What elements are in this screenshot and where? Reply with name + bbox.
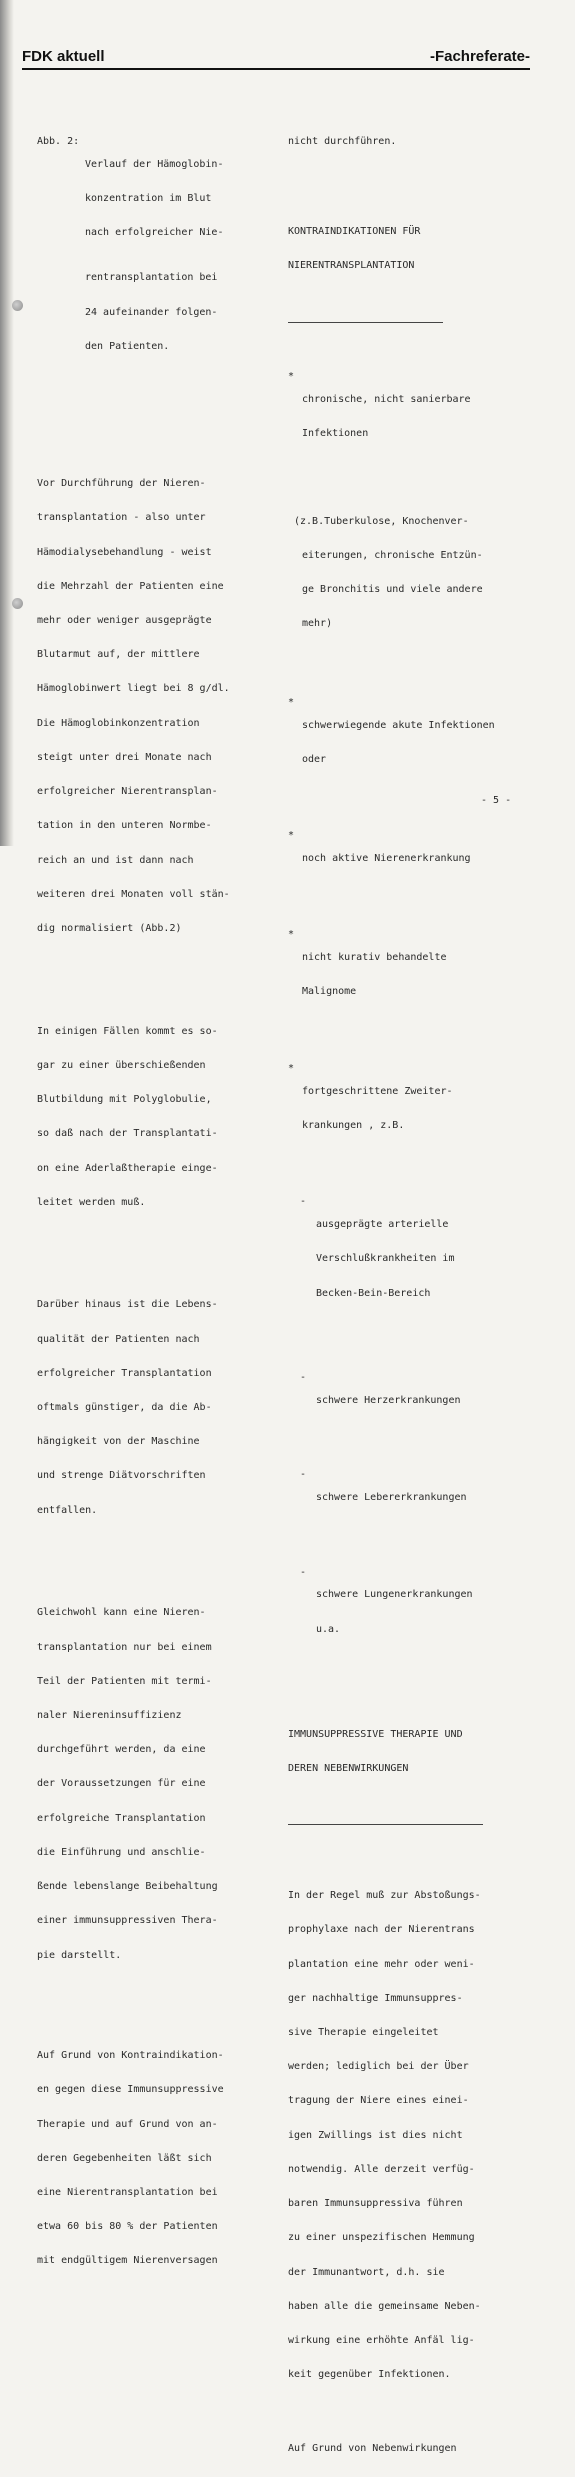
bullet-marker: * xyxy=(288,1062,295,1074)
text-line: tation in den unteren Normbe- xyxy=(37,820,212,832)
text-line: Infektionen xyxy=(302,427,369,439)
text-line: schwere Lebererkrankungen xyxy=(316,1492,467,1504)
text-line: reich an und ist dann nach xyxy=(37,854,194,866)
paragraph xyxy=(288,1867,533,2403)
sub-list-item xyxy=(300,1196,533,1321)
text-line: etwa 60 bis 80 % der Patienten xyxy=(37,2221,218,2233)
text-line: Therapie und auf Grund von an- xyxy=(37,2118,218,2130)
text-line: nicht kurativ behandelte xyxy=(302,952,447,964)
caption-line: nach erfolgreicher Nie- xyxy=(85,227,224,239)
caption-line: Verlauf der Hämoglobin- xyxy=(85,158,224,170)
list-item-text xyxy=(302,697,495,788)
text-line: transplantation - also unter xyxy=(37,512,206,524)
text-line: Teil der Patienten mit termi- xyxy=(37,1675,212,1687)
text-line: fortgeschrittene Zweiter- xyxy=(302,1085,453,1097)
paragraph xyxy=(37,1585,269,1984)
text-line: Vor Durchführung der Nieren- xyxy=(37,478,206,490)
text-line: plantation eine mehr oder weni- xyxy=(288,1958,475,1970)
paragraph xyxy=(37,1003,269,1231)
text-line: ger nachhaltige Immunsuppres- xyxy=(288,1992,463,2004)
text-line: qualität der Patienten nach xyxy=(37,1333,200,1345)
heading-line: IMMUNSUPPRESSIVE THERAPIE UND xyxy=(288,1728,463,1740)
text-line: sive Therapie eingeleitet xyxy=(288,2026,439,2038)
heading-line: KONTRAINDIKATIONEN FÜR xyxy=(288,226,421,238)
text-line: notwendig. Alle derzeit verfüg- xyxy=(288,2163,475,2175)
list-item-text xyxy=(302,1063,453,1154)
header-rule xyxy=(22,68,530,70)
list-item xyxy=(288,830,533,887)
text-line: Gleichwohl kann eine Nieren- xyxy=(37,1607,206,1619)
text-line: durchgeführt werden, da eine xyxy=(37,1744,206,1756)
section-heading xyxy=(288,203,533,294)
text-line: krankungen , z.B. xyxy=(302,1119,405,1131)
scan-edge-shadow xyxy=(0,0,14,846)
paragraph xyxy=(37,2027,269,2289)
text-line: Auf Grund von Nebenwirkungen xyxy=(288,2442,457,2454)
text-line: schwere Lungenerkrankungen xyxy=(316,1589,473,1601)
text-line: erfolgreicher Transplantation xyxy=(37,1367,212,1379)
sub-list-item-text xyxy=(316,1567,473,1658)
text-line: Die Hämoglobinkonzentration xyxy=(37,717,200,729)
text-line: on eine Aderlaßtherapie einge- xyxy=(37,1162,218,1174)
page-number: - 5 - xyxy=(481,795,512,806)
text-line: leitet werden muß. xyxy=(37,1196,146,1208)
text-line: haben alle die gemeinsame Neben- xyxy=(288,2300,481,2312)
binder-hole-icon xyxy=(12,300,23,311)
text-line: Hämodialysebehandlung - weist xyxy=(37,546,212,558)
caption-label: Abb. 2: xyxy=(37,135,80,147)
binder-hole-icon xyxy=(12,598,23,609)
text-line: wirkung eine erhöhte Anfäl lig- xyxy=(288,2334,475,2346)
text-line: baren Immunsuppressiva führen xyxy=(288,2198,463,2210)
heading-rule xyxy=(288,322,443,323)
header-title: FDK aktuell xyxy=(22,48,105,65)
text-line: Becken-Bein-Bereich xyxy=(316,1287,431,1299)
list-item xyxy=(288,1063,533,1154)
text-line: transplantation nur bei einem xyxy=(37,1641,212,1653)
text-line: und strenge Diätvorschriften xyxy=(37,1470,206,1482)
bullet-marker: * xyxy=(288,370,295,382)
left-column xyxy=(37,113,269,2313)
list-item-text xyxy=(302,371,471,462)
list-item-note xyxy=(294,493,533,653)
text-line: In einigen Fällen kommt es so- xyxy=(37,1025,218,1037)
list-item-text xyxy=(302,929,447,1020)
text-line: noch aktive Nierenerkrankung xyxy=(302,852,471,864)
section-heading xyxy=(288,1706,533,1797)
dash-marker: - xyxy=(300,1372,307,1384)
text-line: der Immunantwort, d.h. sie xyxy=(288,2266,445,2278)
heading-line: NIERENTRANSPLANTATION xyxy=(288,260,415,272)
text-line: erfolgreiche Transplantation xyxy=(37,1812,206,1824)
text-line: ausgeprägte arterielle xyxy=(316,1219,449,1231)
text-line: chronische, nicht sanierbare xyxy=(302,393,471,405)
sub-list-item-text xyxy=(316,1372,461,1429)
list-item xyxy=(288,697,533,788)
text-line: zu einer unspezifischen Hemmung xyxy=(288,2232,475,2244)
text-line: eiterungen, chronische Entzün- xyxy=(302,549,483,561)
sub-list-item-text xyxy=(316,1196,454,1321)
figure-caption xyxy=(37,136,269,375)
text-line: In der Regel muß zur Abstoßungs- xyxy=(288,1890,481,1902)
text-line: Auf Grund von Kontraindikation- xyxy=(37,2050,224,2062)
text-line: prophylaxe nach der Nierentrans xyxy=(288,1924,475,1936)
text-line: mehr) xyxy=(302,618,333,630)
sub-list-item xyxy=(300,1469,533,1526)
caption-line: konzentration im Blut xyxy=(85,192,212,204)
list-item-text xyxy=(302,830,471,887)
text-line: en gegen diese Immunsuppressive xyxy=(37,2084,224,2096)
text-line: Blutarmut auf, der mittlere xyxy=(37,649,200,661)
text-line: schwere Herzerkrankungen xyxy=(316,1394,461,1406)
heading-line: DEREN NEBENWIRKUNGEN xyxy=(288,1763,409,1775)
header-section: -Fachreferate- xyxy=(429,48,530,65)
text-line: igen Zwillings ist dies nicht xyxy=(288,2129,463,2141)
text-line: ge Bronchitis und viele andere xyxy=(302,584,483,596)
text-line: keit gegenüber Infektionen. xyxy=(288,2369,451,2381)
bullet-marker: * xyxy=(288,929,295,941)
text-line: werden; lediglich bei der Über xyxy=(288,2061,469,2073)
page-header xyxy=(22,48,530,66)
sub-list-item-text xyxy=(316,1469,467,1526)
text-line: (z.B.Tuberkulose, Knochenver- xyxy=(294,515,469,527)
text-line: so daß nach der Transplantati- xyxy=(37,1128,218,1140)
text-line: Blutbildung mit Polyglobulie, xyxy=(37,1094,212,1106)
caption-text xyxy=(85,136,223,375)
text-line: einer immunsuppressiven Thera- xyxy=(37,1915,218,1927)
text-line: weiteren drei Monaten voll stän- xyxy=(37,888,230,900)
text-line: dig normalisiert (Abb.2) xyxy=(37,923,182,935)
dash-marker: - xyxy=(300,1196,307,1208)
text-line: entfallen. xyxy=(37,1504,98,1516)
caption-line: 24 aufeinander folgen- xyxy=(85,306,218,318)
text-line: erfolgreicher Nierentransplan- xyxy=(37,786,218,798)
dash-marker: - xyxy=(300,1469,307,1481)
right-column xyxy=(288,113,533,2477)
text-line: eine Nierentransplantation bei xyxy=(37,2187,218,2199)
sub-list-item xyxy=(300,1567,533,1658)
paragraph xyxy=(37,1277,269,1539)
text-line: mehr oder weniger ausgeprägte xyxy=(37,615,212,627)
bullet-marker: * xyxy=(288,696,295,708)
text-line: Verschlußkrankheiten im xyxy=(316,1253,455,1265)
list-item xyxy=(288,371,533,462)
text-line: u.a. xyxy=(316,1623,341,1635)
text-line: mit endgültigem Nierenversagen xyxy=(37,2255,218,2267)
continuation-text: nicht durchführen. xyxy=(288,135,397,147)
caption-line: rentransplantation bei xyxy=(85,272,218,284)
text-line: naler Niereninsuffizienz xyxy=(37,1710,182,1721)
text-line: der Voraussetzungen für eine xyxy=(37,1778,206,1790)
text-line: Malignome xyxy=(302,986,357,998)
list-item xyxy=(288,929,533,1020)
caption-line: den Patienten. xyxy=(85,340,170,352)
text-line: oder xyxy=(302,753,327,765)
text-line: ßende lebenslange Beibehaltung xyxy=(37,1881,218,1893)
dash-marker: - xyxy=(300,1566,307,1578)
text-line: die Mehrzahl der Patienten eine xyxy=(37,580,224,592)
text-line: deren Gegebenheiten läßt sich xyxy=(37,2152,212,2164)
text-line: tragung der Niere eines einei- xyxy=(288,2095,469,2107)
text-line: Hämoglobinwert liegt bei 8 g/dl. xyxy=(37,683,230,695)
text-line: hängigkeit von der Maschine xyxy=(37,1436,200,1448)
text-line: die Einführung und anschlie- xyxy=(37,1846,206,1858)
text-line: schwerwiegende akute Infektionen xyxy=(302,719,495,731)
sub-list-item xyxy=(300,1372,533,1429)
text-line: Darüber hinaus ist die Lebens- xyxy=(37,1299,218,1311)
bullet-marker: * xyxy=(288,830,295,842)
text-line: oftmals günstiger, da die Ab- xyxy=(37,1402,212,1414)
text-line: gar zu einer überschießenden xyxy=(37,1059,206,1071)
paragraph xyxy=(37,455,269,957)
text-line: steigt unter drei Monate nach xyxy=(37,751,212,763)
text-line: pie darstellt. xyxy=(37,1949,122,1961)
heading-rule xyxy=(288,1824,483,1825)
